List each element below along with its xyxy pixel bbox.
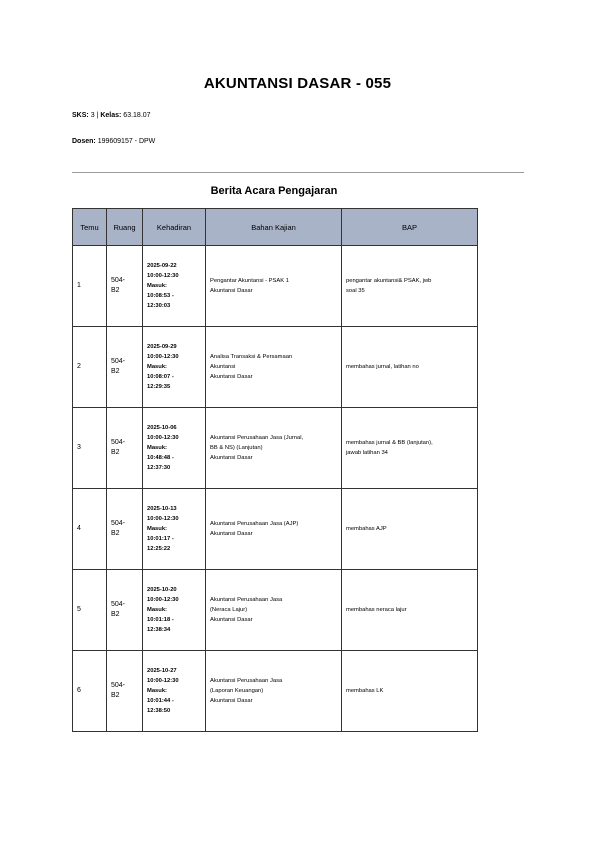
kelas-label: Kelas:: [100, 112, 122, 119]
temu-cell: 3: [73, 408, 107, 489]
temu-cell: 2: [73, 327, 107, 408]
table-row: [73, 489, 478, 570]
bap-cell: [342, 246, 478, 327]
info-separator: |: [96, 112, 99, 119]
bap-line: membahas LK: [346, 688, 384, 694]
table-body: [73, 246, 478, 732]
dosen-label: Dosen:: [72, 138, 96, 145]
ruang-line: 504-: [111, 520, 126, 527]
table-row: [73, 246, 478, 327]
temu-cell: 6: [73, 651, 107, 732]
ruang-line: B2: [111, 368, 120, 375]
ruang-line: 504-: [111, 439, 126, 446]
bap-line: pengantar akuntansi& PSAK, jwb: [346, 278, 432, 284]
bahan-kajian-line: Akuntansi Perusahaan Jasa: [210, 678, 283, 684]
ruang-cell: [107, 651, 143, 732]
temu-cell: 1: [73, 246, 107, 327]
bahan-kajian-line: Pengantar Akuntansi - PSAK 1: [210, 278, 289, 284]
table-row: [73, 570, 478, 651]
bahan-kajian-cell: [206, 651, 342, 732]
ruang-line: B2: [111, 692, 120, 699]
bahan-kajian-line: Akuntansi: [210, 364, 236, 370]
bahan-kajian-line: Akuntansi Dasar: [210, 374, 253, 380]
ruang-cell: [107, 570, 143, 651]
bap-line: jawab latihan 34: [346, 450, 388, 456]
bahan-kajian-line: BB & NS) (Lanjutan): [210, 445, 263, 451]
kehadiran-line: 10:08:07 -: [147, 374, 174, 380]
bahan-kajian-line: Akuntansi Perusahaan Jasa (AJP): [210, 521, 299, 527]
kehadiran-cell: [143, 651, 206, 732]
ruang-line: 504-: [111, 682, 126, 689]
kehadiran-line: 10:48:48 -: [147, 455, 174, 461]
ruang-cell: [107, 489, 143, 570]
bap-cell: [342, 489, 478, 570]
bahan-kajian-cell: [206, 246, 342, 327]
bap-line: membahas AJP: [346, 526, 387, 532]
ruang-line: B2: [111, 611, 120, 618]
bahan-kajian-line: (Laporan Keuangan): [210, 688, 264, 694]
bahan-kajian-line: Akuntansi Perusahaan Jasa (Jurnal,: [210, 435, 304, 441]
temu-cell: 4: [73, 489, 107, 570]
kehadiran-line: Masuk:: [147, 445, 167, 451]
column-header-ruang: Ruang: [107, 209, 143, 246]
bahan-kajian-cell: [206, 489, 342, 570]
ruang-line: B2: [111, 530, 120, 537]
course-info-line: [72, 112, 151, 119]
kehadiran-line: 2025-09-29: [147, 344, 177, 350]
bahan-kajian-line: (Neraca Lajur): [210, 607, 248, 613]
kehadiran-line: 12:38:50: [147, 708, 171, 714]
bap-cell: [342, 327, 478, 408]
column-header-temu: Temu: [73, 209, 107, 246]
kehadiran-line: 2025-09-22: [147, 263, 177, 269]
kehadiran-line: 12:38:34: [147, 627, 171, 633]
sks-value: 3: [90, 112, 95, 119]
kehadiran-line: 10:01:44 -: [147, 698, 174, 704]
ruang-cell: [107, 246, 143, 327]
table-header-row: [73, 209, 478, 246]
teaching-report-table: [72, 208, 478, 732]
ruang-cell: [107, 408, 143, 489]
kehadiran-line: Masuk:: [147, 283, 167, 289]
divider: [72, 172, 524, 173]
table-row: [73, 651, 478, 732]
column-header-bap: BAP: [342, 209, 478, 246]
kehadiran-line: 10:01:17 -: [147, 536, 174, 542]
ruang-line: 504-: [111, 601, 126, 608]
sks-label: SKS:: [72, 112, 89, 119]
kehadiran-line: Masuk:: [147, 364, 167, 370]
column-header-kehadiran: Kehadiran: [143, 209, 206, 246]
kehadiran-cell: [143, 327, 206, 408]
kehadiran-line: 10:01:18 -: [147, 617, 174, 623]
kehadiran-line: 10:00-12:30: [147, 435, 179, 441]
ruang-line: B2: [111, 449, 120, 456]
kehadiran-line: 10:00-12:30: [147, 354, 179, 360]
ruang-line: 504-: [111, 358, 126, 365]
bap-cell: [342, 570, 478, 651]
bap-cell: [342, 651, 478, 732]
dosen-value: 199609157 - DPW: [97, 138, 156, 145]
kehadiran-line: 10:08:53 -: [147, 293, 174, 299]
kehadiran-line: 2025-10-20: [147, 587, 177, 593]
kehadiran-line: 2025-10-13: [147, 506, 177, 512]
kehadiran-cell: [143, 246, 206, 327]
section-title: Berita Acara Pengajaran: [210, 185, 338, 197]
bahan-kajian-line: Analisa Transaksi & Persamaan: [210, 354, 293, 360]
kehadiran-line: 10:00-12:30: [147, 597, 179, 603]
lecturer-info-line: [72, 138, 155, 145]
bap-line: soal 35: [346, 288, 365, 294]
kehadiran-cell: [143, 489, 206, 570]
bap-line: membahas jurnal & BB (lanjutan),: [346, 440, 433, 446]
kehadiran-cell: [143, 408, 206, 489]
temu-cell: 5: [73, 570, 107, 651]
kehadiran-line: 2025-10-06: [147, 425, 177, 431]
bap-cell: [342, 408, 478, 489]
bahan-kajian-cell: [206, 570, 342, 651]
kelas-value: 63.18.07: [123, 112, 151, 119]
kehadiran-line: 12:30:03: [147, 303, 171, 309]
bahan-kajian-line: Akuntansi Dasar: [210, 455, 253, 461]
kehadiran-line: 10:00-12:30: [147, 273, 179, 279]
bahan-kajian-line: Akuntansi Dasar: [210, 531, 253, 537]
column-header-bahan-kajian: Bahan Kajian: [206, 209, 342, 246]
bap-line: membahas jurnal, latihan no: [346, 364, 419, 370]
bahan-kajian-line: Akuntansi Dasar: [210, 288, 253, 294]
kehadiran-line: Masuk:: [147, 526, 167, 532]
ruang-cell: [107, 327, 143, 408]
kehadiran-line: 12:37:30: [147, 465, 171, 471]
bap-line: membahas neraca lajur: [346, 607, 407, 613]
kehadiran-line: 12:29:35: [147, 384, 171, 390]
kehadiran-line: 10:00-12:30: [147, 678, 179, 684]
bahan-kajian-line: Akuntansi Dasar: [210, 698, 253, 704]
table-row: [73, 327, 478, 408]
bahan-kajian-cell: [206, 408, 342, 489]
kehadiran-cell: [143, 570, 206, 651]
ruang-line: B2: [111, 287, 120, 294]
kehadiran-line: 10:00-12:30: [147, 516, 179, 522]
bahan-kajian-cell: [206, 327, 342, 408]
bahan-kajian-line: Akuntansi Dasar: [210, 617, 253, 623]
page-title: AKUNTANSI DASAR - 055: [203, 75, 392, 92]
kehadiran-line: Masuk:: [147, 607, 167, 613]
kehadiran-line: 12:25:22: [147, 546, 171, 552]
kehadiran-line: Masuk:: [147, 688, 167, 694]
ruang-line: 504-: [111, 277, 126, 284]
bahan-kajian-line: Akuntansi Perusahaan Jasa: [210, 597, 283, 603]
table-row: [73, 408, 478, 489]
kehadiran-line: 2025-10-27: [147, 668, 177, 674]
